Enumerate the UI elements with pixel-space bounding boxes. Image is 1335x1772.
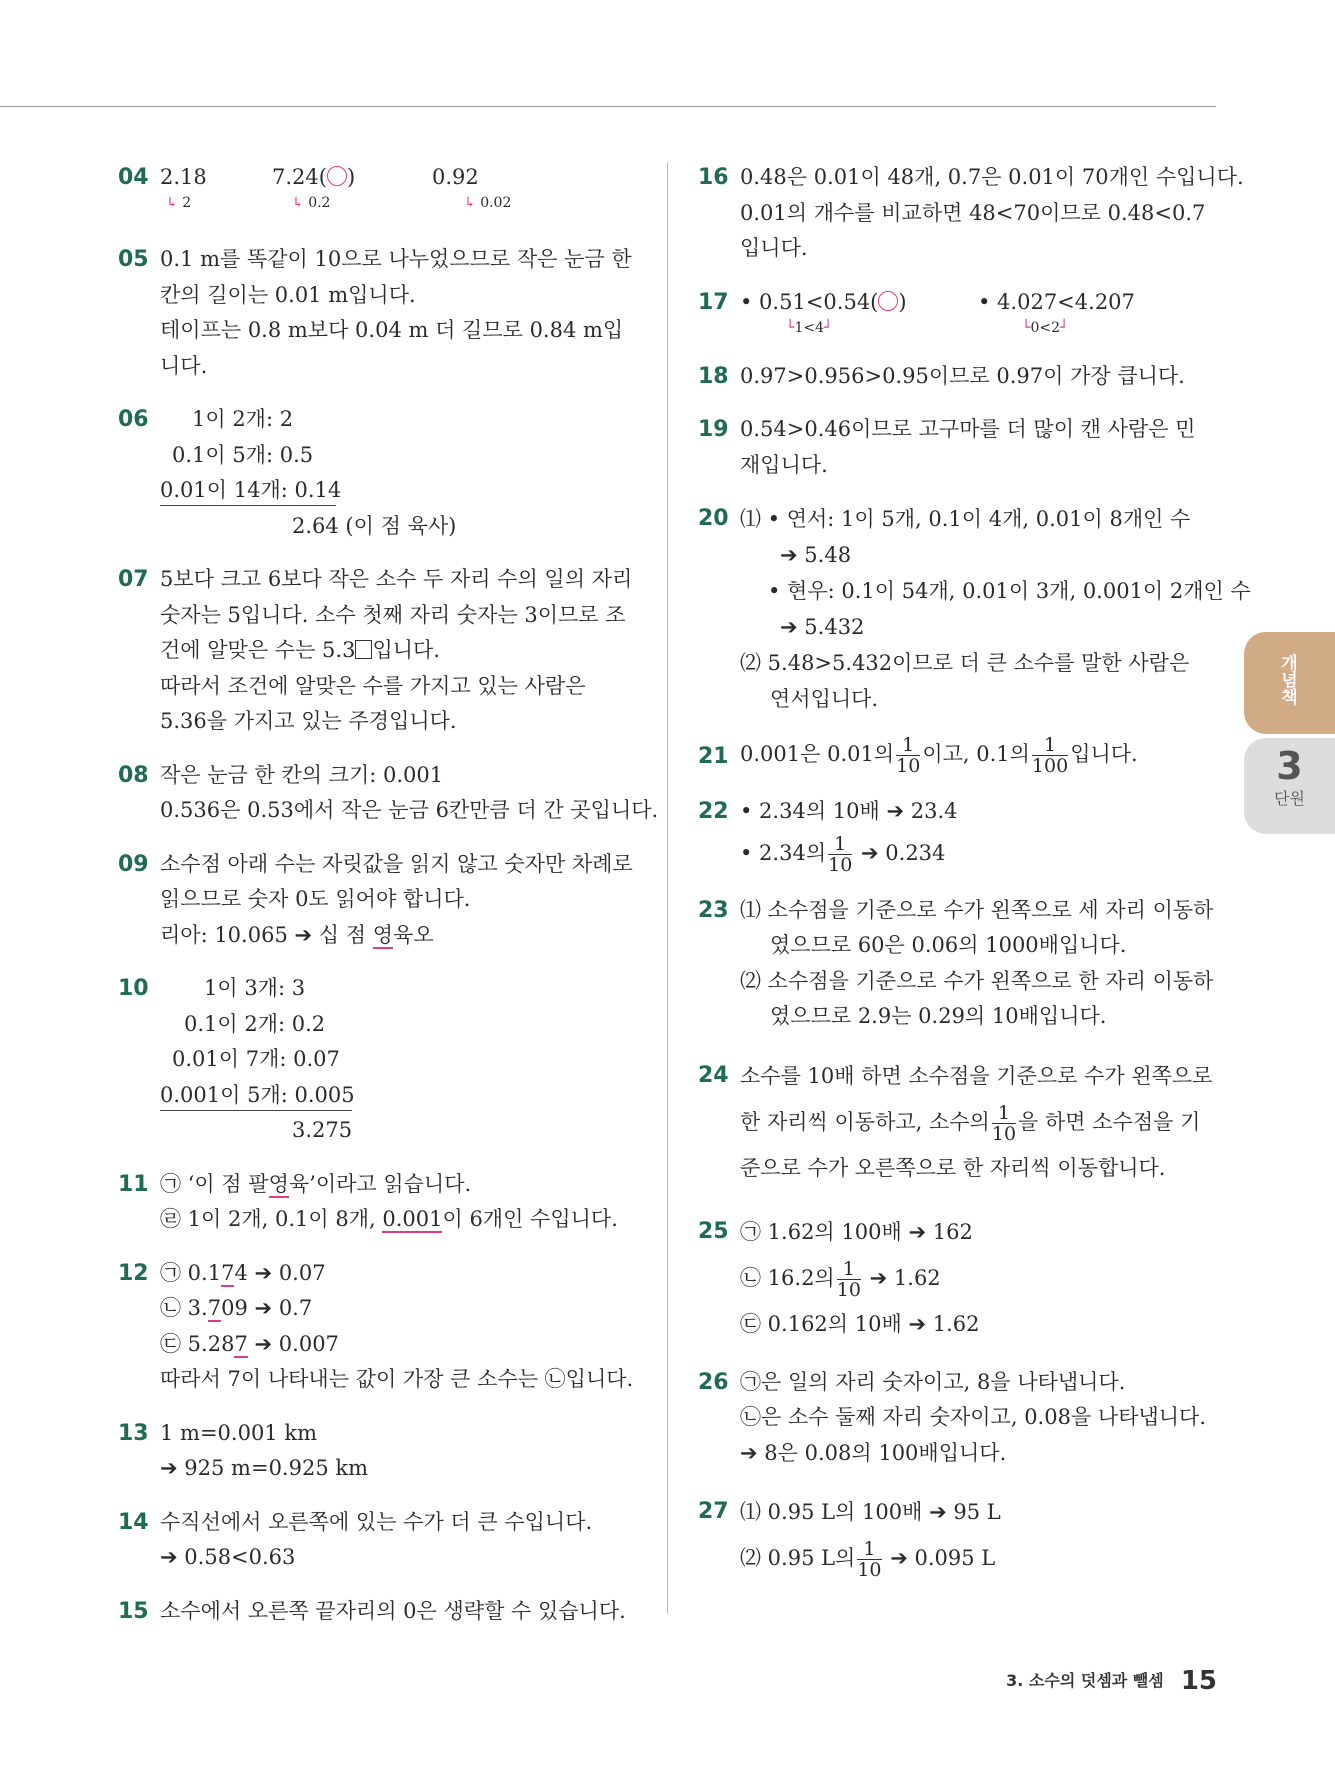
answer-number: 04 xyxy=(118,165,149,190)
arrow-icon: ➔ xyxy=(908,1311,927,1336)
answer-12: 12 ㉠ 0.174 ➔ 0.07 ㉡ 3.709 ➔ 0.7 ㉢ 5.287 ➔ 0.007 따라서 7이 나타내는 값이 가장 큰 소수는 ㉡입니다. xyxy=(118,1260,634,1391)
answer-16: 16 0.48은 0.01이 48개, 0.7은 0.01이 70개인 수입니다. 0.01의 개수를 비교하면 48<70이므로 0.48<0.7 입니다. xyxy=(698,165,1244,260)
answer-22: 22 • 2.34의 10배 ➔ 23.4 • 2.34의 $\frac{1}{10}$ ➔ 0.234 xyxy=(698,799,958,876)
arrow-icon: ➔ xyxy=(254,1260,273,1285)
arrow-icon: ➔ xyxy=(869,1265,888,1290)
answer-26: 26 ㉠은 일의 자리 숫자이고, 8을 나타냅니다. ㉡은 소수 둘째 자리 숫자이고, 0.08을 나타냅니다. ➔ 8은 0.08의 100배입니다. xyxy=(698,1369,1207,1465)
arrow-icon: ➔ xyxy=(780,543,798,567)
tab-concept-book[interactable]: 개념책 xyxy=(1244,632,1335,734)
arrow-icon: ➔ xyxy=(160,1545,178,1569)
value-b: 7.24( ) xyxy=(272,165,356,189)
answer-20: 20 ⑴ • 연서: 1이 5개, 0.1이 4개, 0.01이 8개인 수 ➔ 5.48 • 현우: 0.1이 54개, 0.01이 3개, 0.001이 2개인 수 ➔ 5.432 ⑵ 5.48>5.432이므로 더 큰 소수를 말한 사람은 연서입니다. xyxy=(698,506,1251,711)
arrow-icon: ➔ xyxy=(740,1440,758,1465)
arrow-icon: ➔ xyxy=(254,1331,273,1356)
answer-11: 11 ㉠ ‘이 점 팔영육’이라고 읽습니다. ㉣ 1이 2개, 0.1이 8개, 0.001이 6개인 수입니다. xyxy=(118,1171,618,1231)
arrow-icon: ➔ xyxy=(886,799,905,823)
fraction: $\frac{1}{10}$ xyxy=(828,832,853,876)
top-rule xyxy=(0,106,1216,107)
value-c: 0.92 xyxy=(432,165,479,189)
arrow-icon: ➔ xyxy=(160,1456,178,1480)
arrow-icon: ➔ xyxy=(294,922,313,947)
left-column xyxy=(118,160,659,1647)
answer-10: 10 1이 3개: 3 0.1이 2개: 0.2 0.01이 7개: 0.07 0.001이 5개: 0.005 3.275 xyxy=(118,976,355,1142)
answer-17: 17 • 0.51<0.54( ) └1<4┘ • 4.027<4.207 └0<2┘ xyxy=(698,289,1135,336)
value-a: 2.18 xyxy=(160,165,207,189)
hook-icon: ↳ xyxy=(292,195,304,211)
answer-07: 07 5보다 크고 6보다 작은 소수 두 자리 수의 일의 자리 숫자는 5입니다. 소수 첫째 자리 숫자는 3이므로 조 건에 알맞은 수는 5.3 입니다. 따라서 조건에 알맞은 수를 가지고 있는 사람은 5.36을 가지고 있는 주경입니다. xyxy=(118,567,633,733)
answer-14: 14 수직선에서 오른쪽에 있는 수가 더 큰 수입니다. ➔ 0.58<0.63 xyxy=(118,1509,593,1569)
answer-27: 27 ⑴ 0.95 L의 100배 ➔ 95 L ⑵ 0.95 L의 $\frac{1}{10}$ ➔ 0.095 L xyxy=(698,1499,1001,1581)
arrow-icon: ➔ xyxy=(780,615,798,639)
right-column xyxy=(698,160,1251,1599)
answer-18: 18 0.97>0.956>0.95이므로 0.97이 가장 큽니다. xyxy=(698,363,1185,389)
fraction: $\frac{1}{10}$ xyxy=(857,1538,882,1581)
circle-mark-icon xyxy=(878,291,898,311)
chapter-title: 3. 소수의 덧셈과 뺄셈 xyxy=(1006,1671,1164,1690)
tab-unit[interactable]: 3 단원 xyxy=(1244,738,1335,834)
circle-mark-icon xyxy=(327,166,347,186)
answer-23: 23 ⑴ 소수점을 기준으로 수가 왼쪽으로 세 자리 이동하 였으므로 60은 0.06의 1000배입니다. ⑵ 소수점을 기준으로 수가 왼쪽으로 한 자리 이동하 였으므로 2.9는 0.29의 10배입니다. xyxy=(698,897,1214,1028)
arrow-icon: ➔ xyxy=(860,840,879,865)
arrow-icon: ➔ xyxy=(908,1219,927,1244)
answer-15: 15 소수에서 오른쪽 끝자리의 0은 생략할 수 있습니다. xyxy=(118,1598,626,1624)
answer-19: 19 0.54>0.46이므로 고구마를 더 많이 캔 사람은 민 재입니다. xyxy=(698,417,1196,477)
answer-13: 13 1 m=0.001 km ➔ 925 m=0.925 km xyxy=(118,1420,368,1480)
fraction: $\frac{1}{100}$ xyxy=(1031,734,1069,777)
answer-25: 25 ㉠ 1.62의 100배 ➔ 162 ㉡ 16.2의 $\frac{1}{10}$ ➔ 1.62 ㉢ 0.162의 10배 ➔ 1.62 xyxy=(698,1218,980,1336)
side-tabs xyxy=(1244,632,1335,834)
column-divider xyxy=(667,162,668,1614)
page-footer xyxy=(1006,1666,1217,1696)
fraction: $\frac{1}{10}$ xyxy=(836,1257,861,1301)
answer-05: 05 0.1 m를 똑같이 10으로 나누었으므로 작은 눈금 한 칸의 길이는 0.01 m입니다. 테이프는 0.8 m보다 0.04 m 더 길므로 0.84 m입 니다. xyxy=(118,247,632,378)
answer-04: 04 2.18 ↳ 2 7.24( ) ↳ 0.2 0.92 ↳ 0.02 xyxy=(118,160,640,220)
page-number: 15 xyxy=(1180,1666,1217,1696)
arrow-icon: ➔ xyxy=(890,1546,908,1570)
arrow-icon: ➔ xyxy=(929,1500,947,1524)
blank-box-icon xyxy=(355,640,372,659)
fraction: $\frac{1}{10}$ xyxy=(991,1101,1017,1145)
hook-icon: ↳ xyxy=(166,195,178,211)
answer-08: 08 작은 눈금 한 칸의 크기: 0.001 0.536은 0.53에서 작은 눈금 6칸만큼 더 간 곳입니다. xyxy=(118,762,659,822)
fraction: $\frac{1}{10}$ xyxy=(896,734,921,777)
answer-24: 24 소수를 10배 하면 소수점을 기준으로 수가 왼쪽으로 한 자리씩 이동하고, 소수의 $\frac{1}{10}$ 을 하면 소수점을 기 준으로 수가 오른쪽으로 한 자리씩 이동합니다. xyxy=(698,1062,1213,1180)
answer-21: 21 0.001은 0.01의 $\frac{1}{10}$ 이고, 0.1의 $\frac{1}{100}$ 입니다. xyxy=(698,734,1138,777)
answer-06: 06 1이 2개: 2 0.1이 5개: 0.5 0.01이 14개: 0.14 2.64 (이 점 육사) xyxy=(118,407,457,538)
hook-icon: ↳ xyxy=(464,195,476,211)
arrow-icon: ➔ xyxy=(254,1296,273,1320)
answer-09: 09 소수점 아래 수는 자릿값을 읽지 않고 숫자만 차례로 읽으므로 숫자 0도 읽어야 합니다. 리아: 10.065 ➔ 십 점 영육오 xyxy=(118,851,633,947)
